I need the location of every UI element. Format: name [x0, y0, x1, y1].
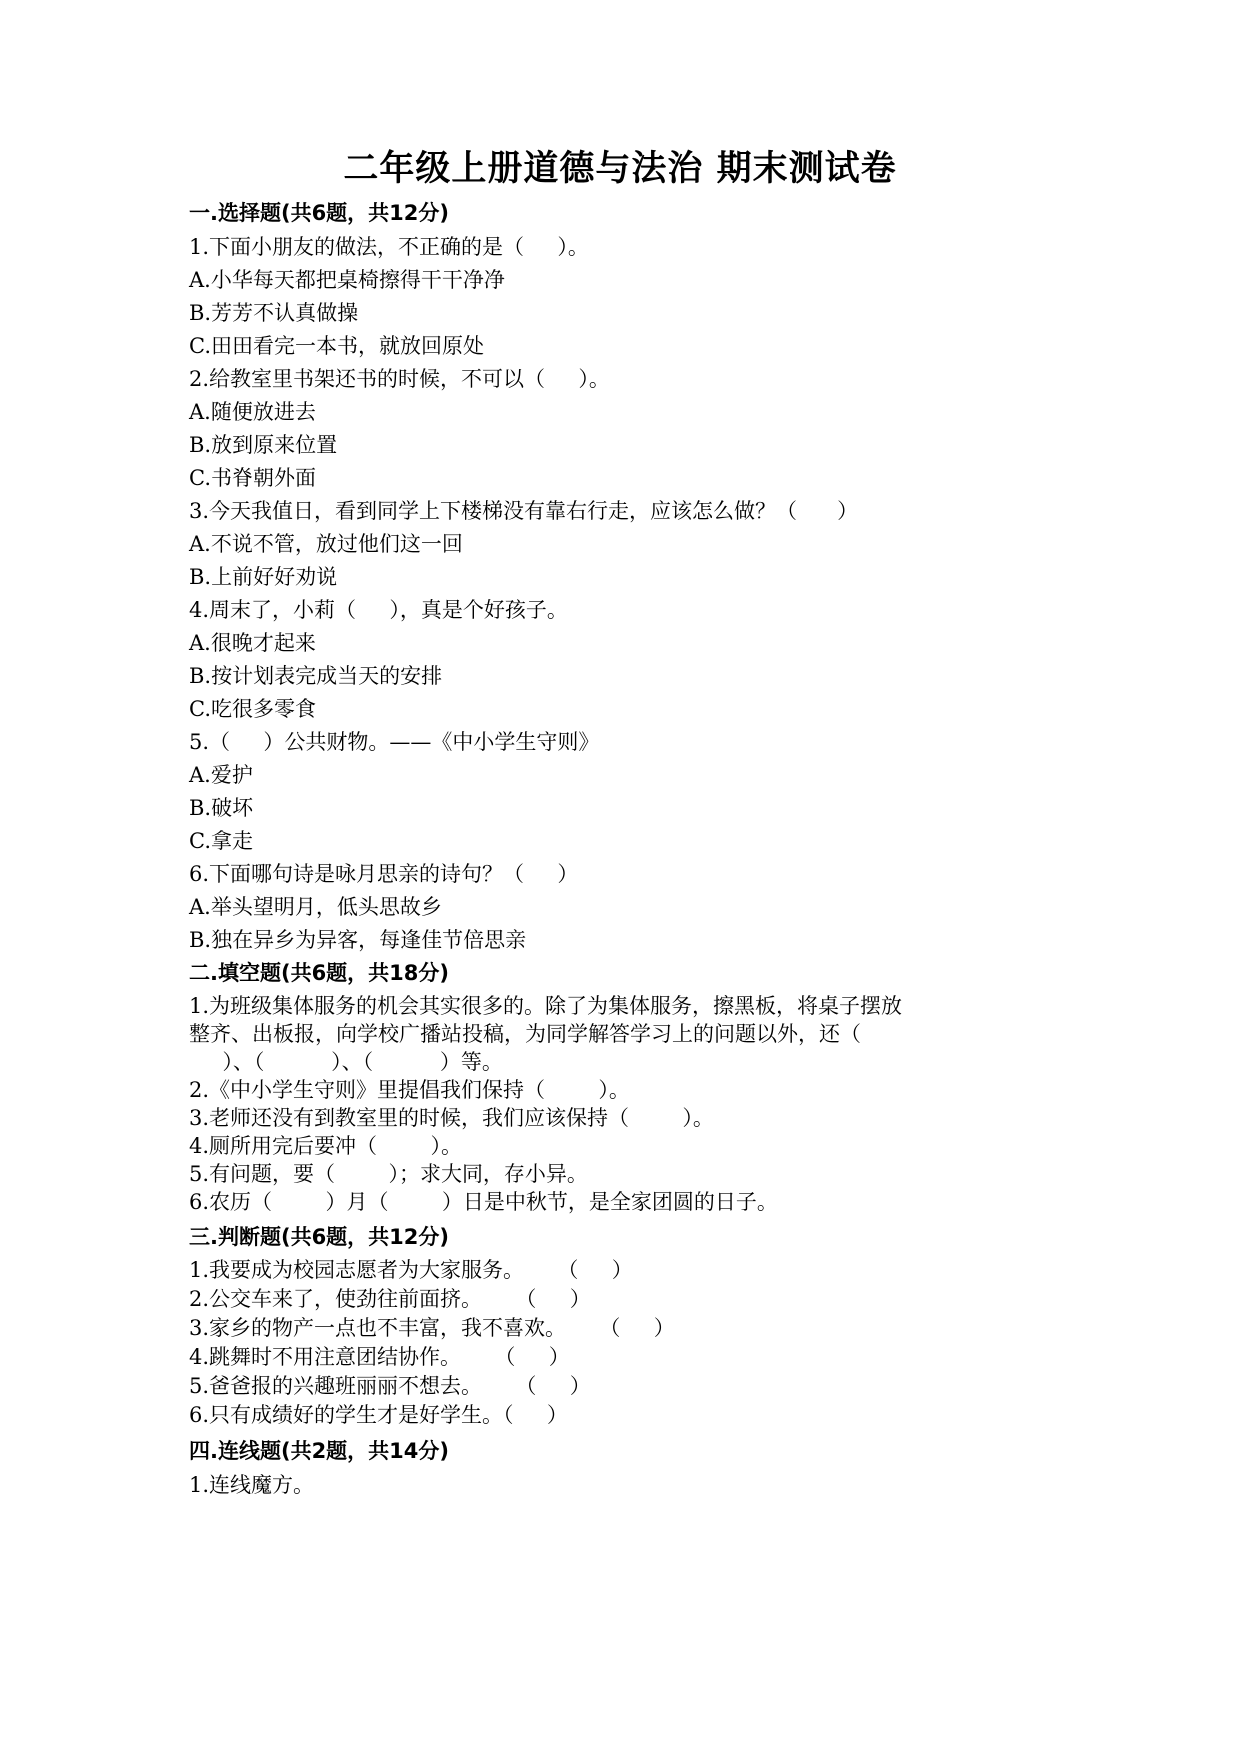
option-line: B.放到原来位置	[189, 433, 338, 457]
question-line: 6.只有成绩好的学生才是好学生。（ ）	[189, 1403, 568, 1427]
option-line: A.很晚才起来	[189, 631, 316, 655]
option-line: A.爱护	[189, 763, 253, 787]
option-line: C.拿走	[189, 829, 253, 853]
question-line: 2.公交车来了，使劲往前面挤。 （ ）	[189, 1287, 591, 1311]
question-line: 4.厕所用完后要冲（ ）。	[189, 1134, 462, 1158]
question-line: 3.老师还没有到教室里的时候，我们应该保持（ ）。	[189, 1106, 714, 1130]
question-line: 6.农历（ ）月（ ）日是中秋节，是全家团圆的日子。	[189, 1190, 778, 1214]
question-line: 5.（ ）公共财物。——《中小学生守则》	[189, 730, 600, 754]
page-title: 二年级上册道德与法治 期末测试卷	[343, 149, 897, 189]
option-line: B.独在异乡为异客，每逢佳节倍思亲	[189, 928, 527, 952]
question-line: 5.爸爸报的兴趣班丽丽不想去。 （ ）	[189, 1374, 591, 1398]
option-line: A.举头望明月，低头思故乡	[189, 895, 442, 919]
question-line: 6.下面哪句诗是咏月思亲的诗句？（ ）	[189, 862, 579, 886]
section-heading-choice: 一.选择题(共6题，共12分)	[189, 201, 450, 225]
question-line: 1.我要成为校园志愿者为大家服务。 （ ）	[189, 1258, 633, 1282]
question-line: 2.《中小学生守则》里提倡我们保持（ ）。	[189, 1078, 630, 1102]
option-line: C.吃很多零食	[189, 697, 316, 721]
question-line: 整齐、出板报，向学校广播站投稿，为同学解答学习上的问题以外，还（	[189, 1022, 861, 1046]
question-line: 2.给教室里书架还书的时候，不可以（ ）。	[189, 367, 610, 391]
option-line: B.芳芳不认真做操	[189, 301, 359, 325]
option-line: A.小华每天都把桌椅擦得干干净净	[189, 268, 505, 292]
question-line: 3.家乡的物产一点也不丰富，我不喜欢。 （ ）	[189, 1316, 675, 1340]
option-line: B.破坏	[189, 796, 254, 820]
option-line: B.上前好好劝说	[189, 565, 338, 589]
question-line: 1.连线魔方。	[189, 1473, 315, 1497]
option-line: C.书脊朝外面	[189, 466, 316, 490]
section-heading-fill: 二.填空题(共6题，共18分)	[189, 961, 450, 985]
option-line: B.按计划表完成当天的安排	[189, 664, 443, 688]
question-line: 3.今天我值日，看到同学上下楼梯没有靠右行走，应该怎么做？（ ）	[189, 499, 859, 523]
question-line: ）、（ ）、（ ）等。	[189, 1050, 503, 1074]
section-heading-judge: 三.判断题(共6题，共12分)	[189, 1225, 450, 1249]
section-heading-match: 四.连线题(共2题，共14分)	[189, 1439, 450, 1463]
question-line: 4.周末了，小莉（ ），真是个好孩子。	[189, 598, 568, 622]
option-line: A.随便放进去	[189, 400, 316, 424]
question-line: 1.下面小朋友的做法，不正确的是（ ）。	[189, 235, 589, 259]
option-line: A.不说不管，放过他们这一回	[189, 532, 463, 556]
question-line: 1.为班级集体服务的机会其实很多的。除了为集体服务，擦黑板，将桌子摆放	[189, 994, 903, 1018]
question-line: 4.跳舞时不用注意团结协作。 （ ）	[189, 1345, 570, 1369]
option-line: C.田田看完一本书，就放回原处	[189, 334, 484, 358]
question-line: 5.有问题，要（ ）；求大同，存小异。	[189, 1162, 588, 1186]
